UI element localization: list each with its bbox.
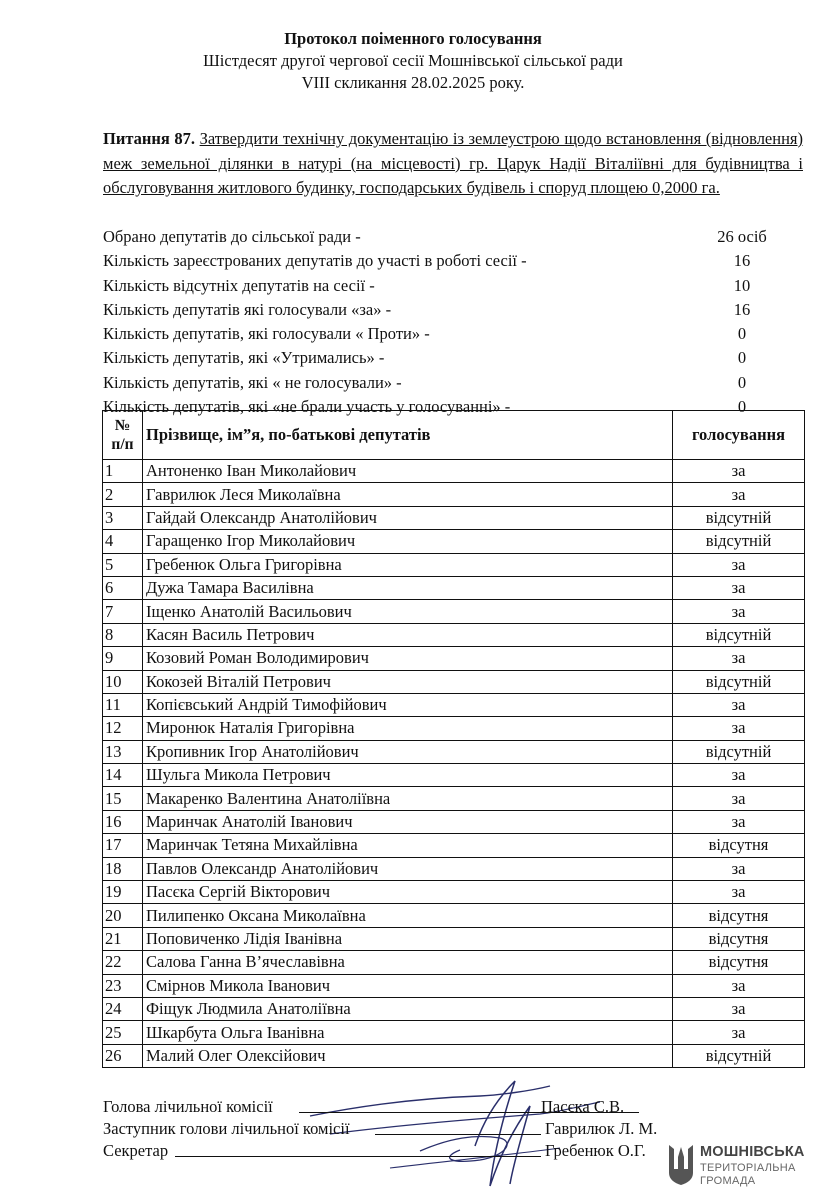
- deputy-name: Салова Ганна В’ячеславівна: [143, 951, 673, 974]
- stat-row: [103, 346, 803, 370]
- question-paragraph: [103, 127, 803, 201]
- table-row: [103, 460, 805, 483]
- secretary-role: Секретар: [103, 1141, 169, 1160]
- row-number: 8: [103, 623, 143, 646]
- table-row: [103, 764, 805, 787]
- stat-value: 26 осіб: [717, 227, 767, 246]
- row-number: 4: [103, 530, 143, 553]
- vote-result: за: [673, 553, 805, 576]
- logo-line-2: ТЕРИТОРІАЛЬНА: [700, 1162, 796, 1174]
- table-row: [103, 670, 805, 693]
- vote-result: за: [673, 647, 805, 670]
- deputy-role: Заступник голови лічильної комісії: [103, 1119, 350, 1138]
- row-number: 7: [103, 600, 143, 623]
- deputy-name: Пилипенко Оксана Миколаївна: [143, 904, 673, 927]
- document-header: [0, 28, 826, 94]
- row-number: 10: [103, 670, 143, 693]
- table-row: [103, 1021, 805, 1044]
- stat-value: 0: [737, 324, 747, 344]
- table-row: [103, 810, 805, 833]
- row-number: 12: [103, 717, 143, 740]
- vote-result: за: [673, 974, 805, 997]
- convocation-line: VIII скликання 28.02.2025 року.: [301, 73, 525, 92]
- stat-label: Кількість депутатів, які « не голосували» -: [103, 372, 402, 392]
- stat-value: 0: [737, 397, 747, 417]
- stat-value: 0: [737, 372, 747, 392]
- vote-result: за: [673, 997, 805, 1020]
- column-header-vote: голосування: [673, 411, 805, 460]
- community-logo: [666, 1141, 816, 1191]
- stat-label: Кількість депутатів які голосували «за» -: [103, 299, 392, 319]
- table-row: [103, 530, 805, 553]
- vote-result: за: [673, 460, 805, 483]
- vote-result: відсутня: [673, 951, 805, 974]
- stat-row: [103, 298, 803, 322]
- vote-result: за: [673, 483, 805, 506]
- stat-label: Кількість депутатів, які голосували « Проти» -: [103, 324, 430, 344]
- table-row: [103, 927, 805, 950]
- table-row: [103, 693, 805, 716]
- deputy-name: Гребенюк Ольга Григорівна: [143, 553, 673, 576]
- row-number: 15: [103, 787, 143, 810]
- row-number: 5: [103, 553, 143, 576]
- table-row: [103, 717, 805, 740]
- header-num-symbol: №: [114, 417, 131, 434]
- row-number: 1: [103, 460, 143, 483]
- deputy-name: Шульга Микола Петрович: [143, 764, 673, 787]
- row-number: 9: [103, 647, 143, 670]
- secretary-name: Гребенюк О.Г.: [545, 1141, 646, 1160]
- vote-result: за: [673, 1021, 805, 1044]
- deputy-name: Кокозей Віталій Петрович: [143, 670, 673, 693]
- deputy-name: Павлов Олександр Анатолійович: [143, 857, 673, 880]
- table-row: [103, 904, 805, 927]
- row-number: 24: [103, 997, 143, 1020]
- table-row: [103, 997, 805, 1020]
- table-row: [103, 576, 805, 599]
- row-number: 17: [103, 834, 143, 857]
- stat-value: 16: [733, 251, 751, 271]
- question-number: Питання 87.: [103, 129, 196, 148]
- deputy-name: Гаврилюк Леся Миколаївна: [143, 483, 673, 506]
- table-row: [103, 974, 805, 997]
- vote-result: за: [673, 717, 805, 740]
- table-row: [103, 740, 805, 763]
- row-number: 18: [103, 857, 143, 880]
- stat-label: Кількість зареєстрованих депутатів до участі в роботі сесії -: [103, 251, 527, 271]
- table-row: [103, 647, 805, 670]
- vote-result: відсутній: [673, 623, 805, 646]
- table-row: [103, 1044, 805, 1067]
- table-row: [103, 951, 805, 974]
- vote-result: відсутня: [673, 927, 805, 950]
- deputy-name: Миронюк Наталія Григорівна: [143, 717, 673, 740]
- stat-value: 10: [733, 275, 751, 295]
- vote-result: за: [673, 857, 805, 880]
- vote-result: за: [673, 881, 805, 904]
- chair-role: Голова лічильної комісії: [103, 1097, 273, 1116]
- deputy-name: Маринчак Тетяна Михайлівна: [143, 834, 673, 857]
- row-number: 14: [103, 764, 143, 787]
- vote-result: відсутній: [673, 506, 805, 529]
- stat-label: Кількість депутатів, які «не брали участь у голосуванні» -: [103, 397, 511, 417]
- document-title: Протокол поіменного голосування: [284, 29, 542, 48]
- table-row: [103, 623, 805, 646]
- vote-result: за: [673, 600, 805, 623]
- header-num-abbr: п/п: [111, 436, 134, 453]
- table-row: [103, 506, 805, 529]
- row-number: 13: [103, 740, 143, 763]
- deputy-name: Макаренко Валентина Анатоліївна: [143, 787, 673, 810]
- trident-icon: [666, 1143, 696, 1187]
- question-text: Затвердити технічну документацію із землеустрою щодо встановлення (відновлення) меж земельної ділянки в натурі (на місцевості) гр. Царук Надії Віталіївні для будівництва і обслуговування житлового будинку, господарських будівель і споруд площею 0,2000 га.: [103, 129, 804, 197]
- deputy-name: Пасєка Сергій Вікторович: [143, 881, 673, 904]
- stat-label: Обрано депутатів до сільської ради -: [103, 227, 361, 246]
- row-number: 3: [103, 506, 143, 529]
- deputy-name: Касян Василь Петрович: [143, 623, 673, 646]
- deputy-name: Козовий Роман Володимирович: [143, 647, 673, 670]
- vote-result: відсутня: [673, 834, 805, 857]
- row-number: 21: [103, 927, 143, 950]
- table-row: [103, 881, 805, 904]
- deputy-name: Маринчак Анатолій Іванович: [143, 810, 673, 833]
- deputy-name: Смірнов Микола Іванович: [143, 974, 673, 997]
- vote-result: за: [673, 764, 805, 787]
- table-row: [103, 857, 805, 880]
- stat-row: [103, 322, 803, 346]
- deputy-name: Кропивник Ігор Анатолійович: [143, 740, 673, 763]
- chair-signature-line: [103, 1096, 803, 1118]
- vote-result: відсутній: [673, 740, 805, 763]
- deputy-name: Гаращенко Ігор Миколайович: [143, 530, 673, 553]
- deputy-name: Гайдай Олександр Анатолійович: [143, 506, 673, 529]
- deputy-name: Гаврилюк Л. М.: [545, 1119, 658, 1138]
- deputy-name: Іщенко Анатолій Васильович: [143, 600, 673, 623]
- deputy-name: Малий Олег Олексійович: [143, 1044, 673, 1067]
- row-number: 22: [103, 951, 143, 974]
- deputy-name: Антоненко Іван Миколайович: [143, 460, 673, 483]
- deputy-name: Дужа Тамара Василівна: [143, 576, 673, 599]
- deputy-name: Фіщук Людмила Анатоліївна: [143, 997, 673, 1020]
- stat-value: 16: [733, 299, 751, 319]
- signature-underline: [375, 1134, 541, 1135]
- row-number: 2: [103, 483, 143, 506]
- logo-line-3: ГРОМАДА: [700, 1175, 756, 1187]
- column-header-name: Прізвище, ім”я, по-батькові депутатів: [143, 411, 673, 460]
- row-number: 23: [103, 974, 143, 997]
- table-row: [103, 553, 805, 576]
- table-row: [103, 787, 805, 810]
- row-number: 16: [103, 810, 143, 833]
- table-row: [103, 834, 805, 857]
- vote-result: відсутня: [673, 904, 805, 927]
- stat-row: [103, 249, 803, 273]
- roll-call-table: [102, 410, 805, 1068]
- vote-result: відсутній: [673, 530, 805, 553]
- deputy-name: Поповиченко Лідія Іванівна: [143, 927, 673, 950]
- vote-result: за: [673, 693, 805, 716]
- vote-result: за: [673, 810, 805, 833]
- row-number: 20: [103, 904, 143, 927]
- row-number: 19: [103, 881, 143, 904]
- chair-name: Пасєка С.В.: [541, 1097, 625, 1116]
- session-line: Шістдесят другої чергової сесії Мошнівської сільської ради: [203, 51, 623, 70]
- table-row: [103, 483, 805, 506]
- deputy-name: Шкарбута Ольга Іванівна: [143, 1021, 673, 1044]
- stat-label: Кількість відсутніх депутатів на сесії -: [103, 275, 375, 295]
- logo-line-1: МОШНІВСЬКА: [700, 1144, 805, 1160]
- column-header-number: [103, 411, 143, 460]
- vote-result: відсутній: [673, 670, 805, 693]
- stat-label: Кількість депутатів, які «Утримались» -: [103, 348, 385, 368]
- row-number: 25: [103, 1021, 143, 1044]
- table-header-row: [103, 411, 805, 460]
- signature-underline: [175, 1156, 541, 1157]
- row-number: 6: [103, 576, 143, 599]
- deputy-name: Копієвський Андрій Тимофійович: [143, 693, 673, 716]
- vote-result: відсутній: [673, 1044, 805, 1067]
- stat-row: [103, 274, 803, 298]
- vote-result: за: [673, 576, 805, 599]
- vote-statistics: [103, 225, 803, 419]
- stat-row: [103, 225, 803, 249]
- row-number: 26: [103, 1044, 143, 1067]
- row-number: 11: [103, 693, 143, 716]
- deputy-signature-line: [103, 1118, 803, 1140]
- stat-value: 0: [737, 348, 747, 368]
- stat-row: [103, 371, 803, 395]
- table-row: [103, 600, 805, 623]
- vote-result: за: [673, 787, 805, 810]
